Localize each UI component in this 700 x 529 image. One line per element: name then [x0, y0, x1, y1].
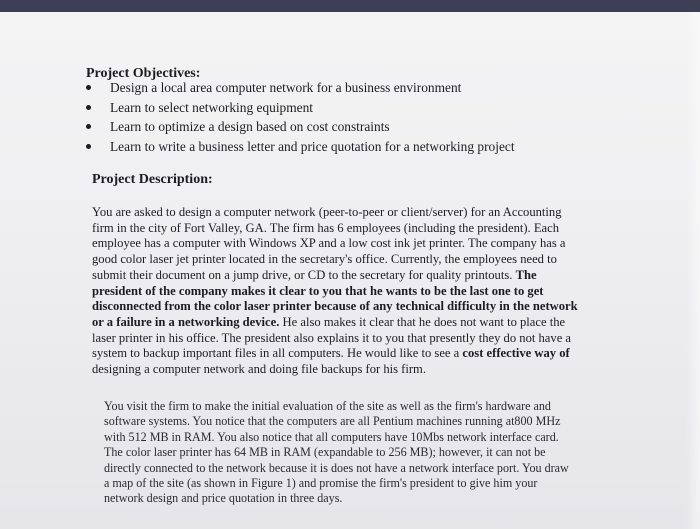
paragraph-line: a map of the site (as shown in Figure 1) and promise the firm's president to give him your: [104, 476, 538, 491]
description-paragraph-1: [92, 205, 578, 378]
paragraph-line: You visit the firm to make the initial evaluation of the site as well as the firm's hardware and: [104, 399, 551, 413]
bullet-icon: [86, 105, 91, 110]
bold-segment: cost effective way of: [462, 346, 570, 361]
objectives-heading: Project Objectives:: [86, 66, 201, 81]
bold-segment: or a failure in a networking device.: [92, 314, 280, 329]
paragraph-line: network design and price quotation in three days.: [104, 491, 343, 506]
objective-text: Design a local area computer network for a business environment: [110, 80, 462, 95]
paragraph-line: with 512 MB in RAM. You also notice that all computers have 10Mbs network interface card.: [104, 429, 559, 444]
line-segment: submit their document on a jump drive, or CD to the secretary for quality printouts.: [92, 267, 513, 282]
bullet-icon: [86, 124, 91, 129]
top-dark-bar: [0, 0, 700, 12]
page-edge-glare: [686, 12, 700, 529]
objective-text: Learn to optimize a design based on cost constraints: [110, 119, 390, 134]
paragraph-line: designing a computer network and doing file backups for his firm.: [92, 362, 427, 377]
paragraph-line: employee has a computer with Windows XP and a low cost ink jet printer. The company has a: [92, 236, 566, 251]
line-segment: He also makes it clear that he does not want to place the: [282, 314, 566, 329]
line-segment: system to backup important files in all computers. He would like to see a: [92, 346, 460, 361]
paragraph-line: The color laser printer has 64 MB in RAM (expandable to 256 MB); however, it can not be: [104, 445, 546, 460]
bullet-icon: [86, 144, 91, 149]
objective-text: Learn to select networking equipment: [110, 99, 314, 115]
paragraph-line: good color laser jet printer located in the secretary's office. Currently, the employees need to: [92, 252, 557, 267]
paragraph-line: firm in the city of Fort Valley, GA. The firm has 6 employees (including the president). Each: [92, 220, 560, 235]
description-paragraph-2: [104, 399, 569, 507]
paragraph-line: [92, 315, 578, 331]
objective-text: Learn to write a business letter and price quotation for a networking project: [110, 138, 515, 154]
paragraph-line: laser printer in his office. The president also explains it to you that presently they do not have a: [92, 330, 572, 345]
bold-line: disconnected from the color laser printer because of any technical difficulty in the network: [92, 299, 578, 314]
paragraph-line: [92, 346, 578, 362]
paragraph-line: software systems. You notice that the computers are all Pentium machines running at800 MHz: [104, 414, 561, 429]
paragraph-line: You are asked to design a computer network (peer-to-peer or client/server) for an Accounting: [92, 205, 562, 219]
bold-segment: The: [515, 267, 537, 282]
bold-line: president of the company makes it clear to you that he wants to be the last one to get: [92, 283, 544, 298]
paragraph-line: directly connected to the network because it is does not have a network interface port. You draw: [104, 460, 569, 475]
bullet-icon: [86, 85, 91, 90]
description-heading: Project Description:: [92, 172, 213, 187]
paragraph-line: [92, 268, 578, 284]
